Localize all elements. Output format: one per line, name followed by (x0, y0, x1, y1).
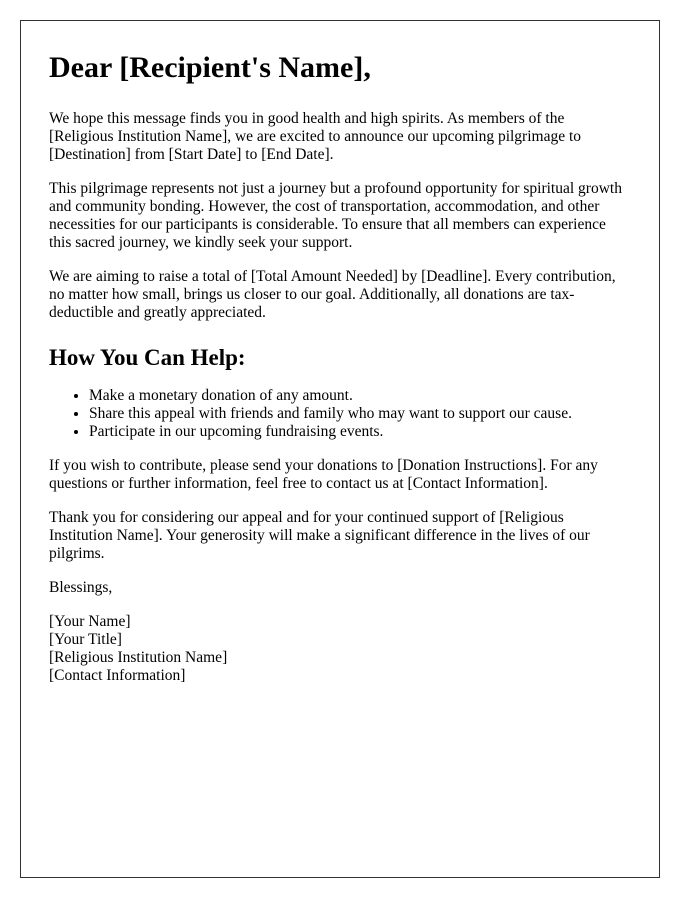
signature-contact: [Contact Information] (49, 667, 186, 685)
goal-paragraph: We are aiming to raise a total of [Total Amount Needed] by [Deadline]. Every contribution, no matter how small, brings us closer to our goal. Additionally, all donations are tax-deductible and greatly appreciated. (49, 267, 616, 321)
help-list (49, 387, 631, 441)
letter-page (20, 20, 660, 878)
contribute-paragraph: If you wish to contribute, please send your donations to [Donation Instructions]. For any questions or further information, feel free to contact us at [Contact Information]. (49, 457, 598, 493)
help-list-item: • Share this appeal with friends and family who may want to support our cause. (89, 405, 631, 423)
greeting-heading: Dear [Recipient's Name], (49, 51, 371, 84)
help-list-item: • Participate in our upcoming fundraising events. (89, 423, 631, 441)
thanks-paragraph: Thank you for considering our appeal and for your continued support of [Religious Institution Name]. Your generosity will make a significant difference in the lives of our pilgrims. (49, 509, 590, 563)
help-list-item: • Make a monetary donation of any amount. (89, 387, 631, 405)
signature-block (49, 613, 631, 685)
signature-name: [Your Name] (49, 613, 131, 631)
signature-title: [Your Title] (49, 631, 122, 649)
intro-paragraph: We hope this message finds you in good health and high spirits. As members of the [Religious Institution Name], we are excited to announce our upcoming pilgrimage to [Destination] from [Start Date] to [End Date]. (49, 109, 582, 163)
signature-institution: [Religious Institution Name] (49, 649, 228, 667)
purpose-paragraph: This pilgrimage represents not just a journey but a profound opportunity for spiritual growth and community bonding. However, the cost of transportation, accommodation, and other necessities for our participants is considerable. To ensure that all members can experience this sacred journey, we kindly seek your support. (49, 179, 622, 251)
closing-text: Blessings, (49, 579, 113, 597)
help-heading: How You Can Help: (49, 344, 246, 370)
